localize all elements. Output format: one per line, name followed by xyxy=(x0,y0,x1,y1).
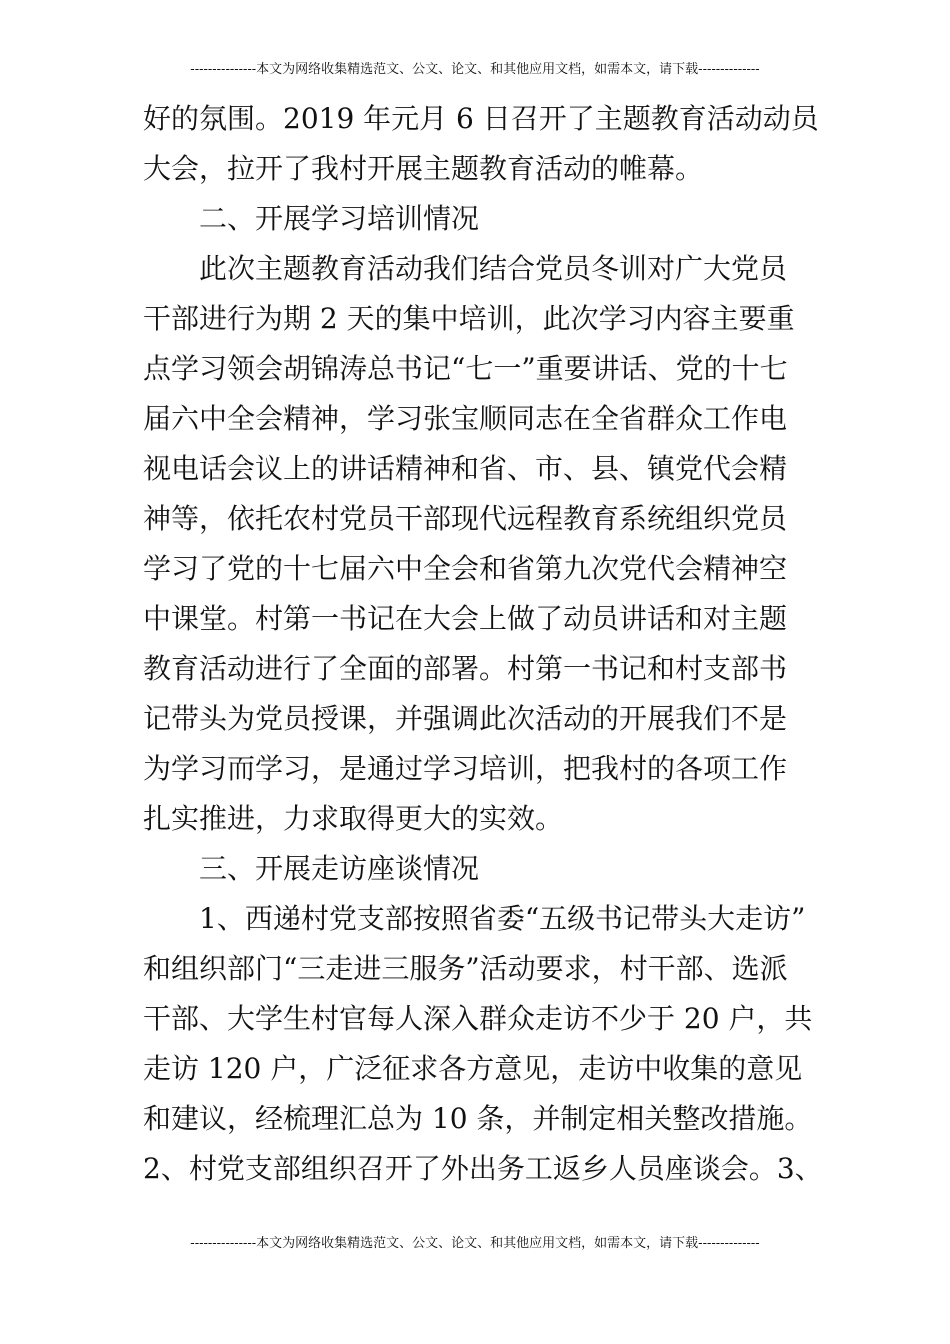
text-line: 干部进行为期 2 天的集中培训，此次学习内容主要重 xyxy=(143,302,795,335)
text-line: 为学习而学习，是通过学习培训，把我村的各项工作 xyxy=(143,752,788,785)
text-line: 此次主题教育活动我们结合党员冬训对广大党员 xyxy=(199,252,788,285)
text-line: 届六中全会精神，学习张宝顺同志在全省群众工作电 xyxy=(143,402,788,435)
text-line: 扎实推进，力求取得更大的实效。 xyxy=(143,802,564,835)
text-line: 走访 120 户，广泛征求各方意见，走访中收集的意见 xyxy=(143,1052,803,1085)
section-heading: 三、开展走访座谈情况 xyxy=(199,852,480,885)
text-line: 记带头为党员授课，并强调此次活动的开展我们不是 xyxy=(143,702,788,735)
text-line: 点学习领会胡锦涛总书记“七一”重要讲话、党的十七 xyxy=(143,352,788,385)
text-line: 学习了党的十七届六中全会和省第九次党代会精神空 xyxy=(143,552,788,585)
text-line: 1、西递村党支部按照省委“五级书记带头大走访” xyxy=(199,902,806,935)
text-line: 视电话会议上的讲话精神和省、市、县、镇党代会精 xyxy=(143,452,788,485)
text-line: 神等，依托农村党员干部现代远程教育系统组织党员 xyxy=(143,502,788,535)
section-heading: 二、开展学习培训情况 xyxy=(199,202,480,235)
text-line: 好的氛围。2019 年元月 6 日召开了主题教育活动动员 xyxy=(143,102,819,135)
text-line: 教育活动进行了全面的部署。村第一书记和村支部书 xyxy=(143,652,788,685)
header-note: ---------------本文为网络收集精选范文、公文、论文、和其他应用文档，如需本文，请下载-------------- xyxy=(190,62,760,77)
text-line: 和组织部门“三走进三服务”活动要求，村干部、选派 xyxy=(143,952,788,985)
text-line: 干部、大学生村官每人深入群众走访不少于 20 户，共 xyxy=(143,1002,813,1035)
text-line: 和建议，经梳理汇总为 10 条，并制定相关整改措施。 xyxy=(143,1102,813,1135)
footer-note: ---------------本文为网络收集精选范文、公文、论文、和其他应用文档，如需本文，请下载-------------- xyxy=(190,1236,760,1251)
text-line: 中课堂。村第一书记在大会上做了动员讲话和对主题 xyxy=(143,602,788,635)
text-line: 大会，拉开了我村开展主题教育活动的帷幕。 xyxy=(143,152,704,185)
body-text xyxy=(143,94,823,1194)
text-line: 2、村党支部组织召开了外出务工返乡人员座谈会。3、 xyxy=(143,1152,823,1185)
